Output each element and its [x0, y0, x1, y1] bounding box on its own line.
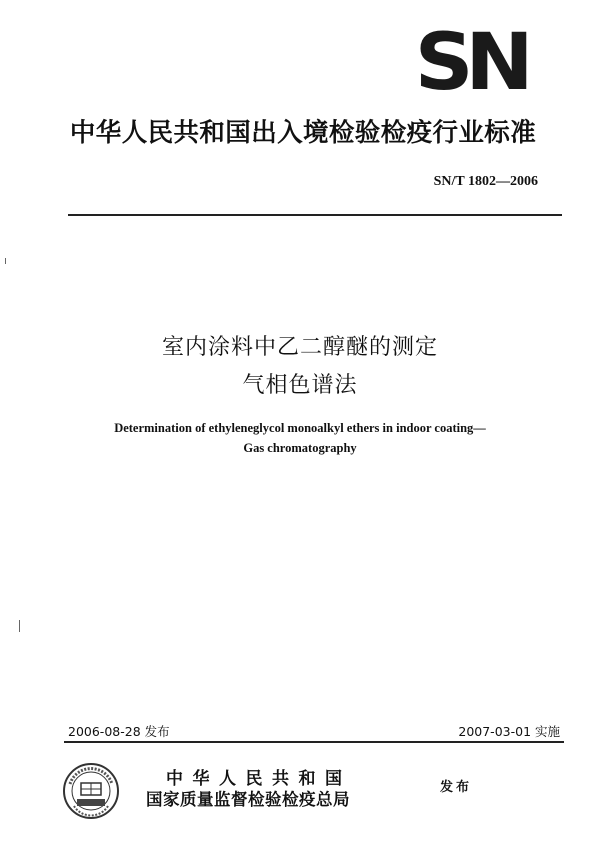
title-chinese-line-2: 气相色谱法 [242, 373, 358, 398]
standard-code: SN/T 1802—2006 [433, 174, 538, 189]
official-seal-icon [62, 762, 120, 820]
title-english-line-2: Gas chromatography [243, 441, 357, 455]
bottom-divider [64, 741, 564, 743]
scan-mark [5, 258, 6, 264]
issue-date: 2006-08-28 发布 [68, 724, 170, 739]
top-divider [68, 214, 562, 216]
title-chinese-line-1: 室内涂料中乙二醇醚的测定 [161, 335, 438, 360]
issuer-country: 中华人民共和国 [166, 769, 352, 789]
implementation-date: 2007-03-01 实施 [458, 724, 560, 739]
sn-logo: SN [414, 18, 526, 108]
standard-organization-title: 中华人民共和国出入境检验检疫行业标准 [69, 118, 537, 148]
scan-mark [19, 620, 20, 632]
issuer-agency: 国家质量监督检验检疫总局 [146, 790, 350, 809]
release-label: 发布 [440, 780, 473, 795]
title-english-line-1: Determination of ethyleneglycol monoalkyl ethers in indoor coating— [114, 421, 486, 435]
